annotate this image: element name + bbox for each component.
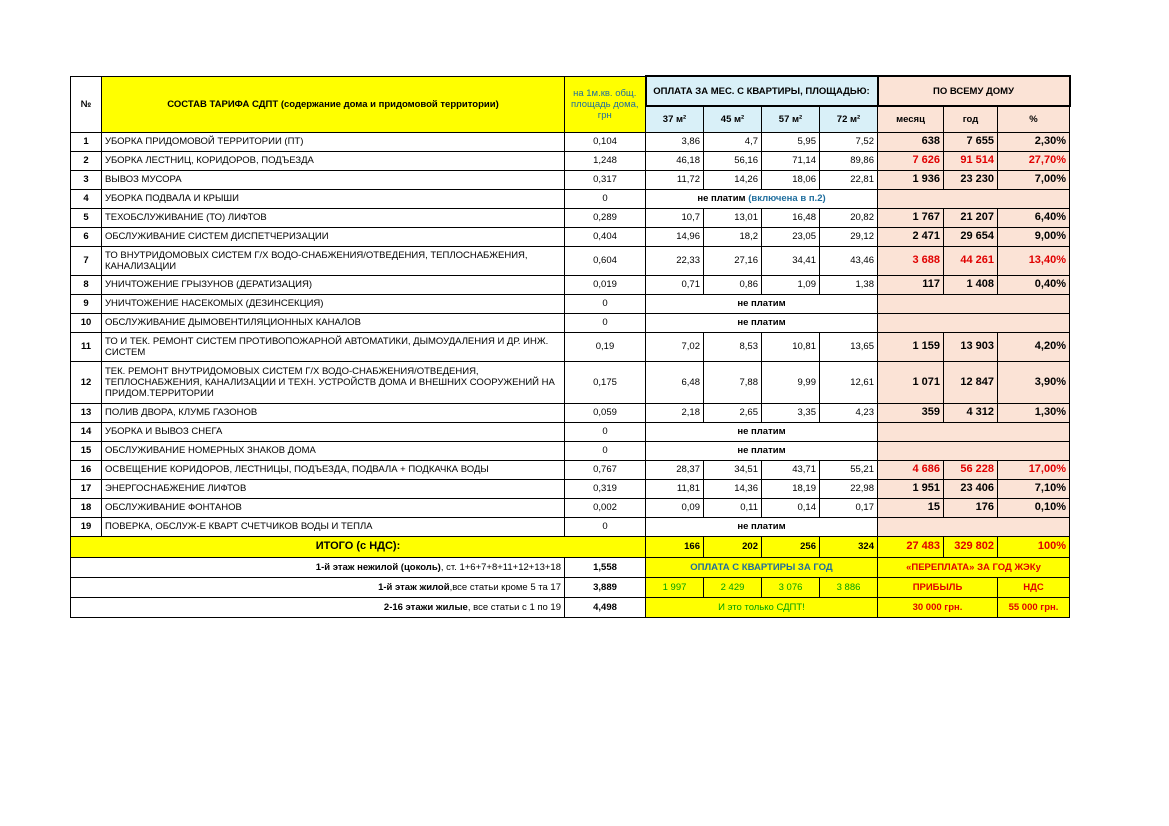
row-percent: 7,00% (998, 170, 1070, 189)
row-name: ТО И ТЕК. РЕМОНТ СИСТЕМ ПРОТИВОПОЖАРНОЙ АВТОМАТИКИ, ДЫМОУДАЛЕНИЯ И ДР. ИНЖ. СИСТЕМ (102, 332, 565, 361)
row-house-empty (878, 422, 1070, 441)
row-number: 10 (71, 313, 102, 332)
row-rate: 0,319 (565, 479, 646, 498)
row-name: УБОРКА ЛЕСТНИЦ, КОРИДОРОВ, ПОДЪЕЗДА (102, 151, 565, 170)
row-house-empty (878, 313, 1070, 332)
table-row (71, 498, 1070, 517)
yearly-note: И это только СДПТ! (646, 597, 878, 617)
row-area-value: 10,81 (762, 332, 820, 361)
row-name: УНИЧТОЖЕНИЕ ГРЫЗУНОВ (ДЕРАТИЗАЦИЯ) (102, 275, 565, 294)
row-area-value: 56,16 (704, 151, 762, 170)
footer-label-2: 1-й этаж жилой,все статьи кроме 5 та 17 (71, 577, 565, 597)
row-percent: 0,10% (998, 498, 1070, 517)
table-row (71, 517, 1070, 536)
row-area-value: 0,14 (762, 498, 820, 517)
tariff-table (70, 75, 1071, 618)
row-month: 1 951 (878, 479, 944, 498)
row-area-value: 5,95 (762, 132, 820, 151)
row-number: 4 (71, 189, 102, 208)
footer-row-3 (71, 597, 1070, 617)
row-area-value: 18,06 (762, 170, 820, 189)
row-area-value: 11,81 (646, 479, 704, 498)
total-area-57: 256 (762, 536, 820, 557)
table-row (71, 294, 1070, 313)
row-year: 23 230 (944, 170, 998, 189)
row-house-empty (878, 517, 1070, 536)
row-year: 4 312 (944, 403, 998, 422)
row-name: ТО ВНУТРИДОМОВЫХ СИСТЕМ Г/Х ВОДО-СНАБЖЕНИЯ/ОТВЕДЕНИЯ, ТЕПЛОСНАБЖЕНИЯ, КАНАЛИЗАЦИИ (102, 246, 565, 275)
row-percent: 9,00% (998, 227, 1070, 246)
row-rate: 0,404 (565, 227, 646, 246)
not-paid-label: не платим (737, 426, 786, 437)
row-area-value: 22,98 (820, 479, 878, 498)
row-percent: 17,00% (998, 460, 1070, 479)
total-month: 27 483 (878, 536, 944, 557)
row-area-value: 0,09 (646, 498, 704, 517)
footer-value-1: 1,558 (565, 557, 646, 577)
table-row (71, 422, 1070, 441)
row-rate: 0 (565, 441, 646, 460)
row-percent: 7,10% (998, 479, 1070, 498)
row-area-value: 27,16 (704, 246, 762, 275)
row-rate: 0,317 (565, 170, 646, 189)
row-area-value: 7,52 (820, 132, 878, 151)
table-row (71, 460, 1070, 479)
total-year: 329 802 (944, 536, 998, 557)
row-area-value: 22,33 (646, 246, 704, 275)
yearly-area-72: 3 886 (820, 577, 878, 597)
row-month: 2 471 (878, 227, 944, 246)
row-number: 1 (71, 132, 102, 151)
row-number: 9 (71, 294, 102, 313)
row-number: 3 (71, 170, 102, 189)
row-not-paid (646, 189, 878, 208)
row-rate: 0,002 (565, 498, 646, 517)
row-number: 6 (71, 227, 102, 246)
area-72-header: 72 м² (820, 106, 878, 132)
row-year: 12 847 (944, 361, 998, 403)
row-area-value: 11,72 (646, 170, 704, 189)
row-number: 15 (71, 441, 102, 460)
totals-row (71, 536, 1070, 557)
not-paid-note: (включена в п.2) (748, 193, 826, 204)
row-name: УНИЧТОЖЕНИЕ НАСЕКОМЫХ (ДЕЗИНСЕКЦИЯ) (102, 294, 565, 313)
yearly-area-45: 2 429 (704, 577, 762, 597)
row-area-value: 16,48 (762, 208, 820, 227)
table-row (71, 275, 1070, 294)
table-row (71, 313, 1070, 332)
row-percent: 1,30% (998, 403, 1070, 422)
not-paid-label: не платим (737, 445, 786, 456)
yearly-area-57: 3 076 (762, 577, 820, 597)
row-rate: 0 (565, 313, 646, 332)
row-name: ВЫВОЗ МУСОРА (102, 170, 565, 189)
row-area-value: 2,65 (704, 403, 762, 422)
row-name: ОБСЛУЖИВАНИЕ ФОНТАНОВ (102, 498, 565, 517)
rate-header: на 1м.кв. общ. площадь дома, грн (565, 76, 646, 132)
row-number: 14 (71, 422, 102, 441)
row-area-value: 7,02 (646, 332, 704, 361)
row-area-value: 89,86 (820, 151, 878, 170)
not-paid-label: не платим (737, 298, 786, 309)
row-month: 117 (878, 275, 944, 294)
row-percent: 4,20% (998, 332, 1070, 361)
row-number: 11 (71, 332, 102, 361)
row-year: 44 261 (944, 246, 998, 275)
month-header: месяц (878, 106, 944, 132)
row-name: ПОВЕРКА, ОБСЛУЖ-Е КВАРТ СЧЕТЧИКОВ ВОДЫ И ТЕПЛА (102, 517, 565, 536)
row-name: ОБСЛУЖИВАНИЕ СИСТЕМ ДИСПЕТЧЕРИЗАЦИИ (102, 227, 565, 246)
house-header: ПО ВСЕМУ ДОМУ (878, 76, 1070, 106)
row-rate: 0,19 (565, 332, 646, 361)
row-area-value: 43,71 (762, 460, 820, 479)
area-37-header: 37 м² (646, 106, 704, 132)
table-row (71, 227, 1070, 246)
row-area-value: 3,35 (762, 403, 820, 422)
footer-label-3: 2-16 этажи жилые, все статьи с 1 по 19 (71, 597, 565, 617)
row-rate: 0,767 (565, 460, 646, 479)
table-row (71, 151, 1070, 170)
table-row (71, 246, 1070, 275)
row-area-value: 1,38 (820, 275, 878, 294)
row-not-paid (646, 422, 878, 441)
row-year: 176 (944, 498, 998, 517)
table-row (71, 332, 1070, 361)
row-house-empty (878, 189, 1070, 208)
row-area-value: 9,99 (762, 361, 820, 403)
row-number: 7 (71, 246, 102, 275)
not-paid-label: не платим (737, 317, 786, 328)
row-number: 2 (71, 151, 102, 170)
row-area-value: 22,81 (820, 170, 878, 189)
row-area-value: 1,09 (762, 275, 820, 294)
row-month: 1 071 (878, 361, 944, 403)
area-57-header: 57 м² (762, 106, 820, 132)
table-row (71, 361, 1070, 403)
row-rate: 0,604 (565, 246, 646, 275)
profit-value: 30 000 грн. (878, 597, 998, 617)
row-area-value: 71,14 (762, 151, 820, 170)
row-area-value: 18,19 (762, 479, 820, 498)
row-name: УБОРКА И ВЫВОЗ СНЕГА (102, 422, 565, 441)
row-year: 29 654 (944, 227, 998, 246)
footer-value-2: 3,889 (565, 577, 646, 597)
row-percent: 27,70% (998, 151, 1070, 170)
not-paid-label: не платим (697, 193, 746, 204)
row-number: 5 (71, 208, 102, 227)
row-rate: 0,289 (565, 208, 646, 227)
row-month: 1 767 (878, 208, 944, 227)
row-area-value: 55,21 (820, 460, 878, 479)
row-year: 56 228 (944, 460, 998, 479)
row-area-value: 7,88 (704, 361, 762, 403)
row-year: 7 655 (944, 132, 998, 151)
percent-header: % (998, 106, 1070, 132)
row-rate: 0,175 (565, 361, 646, 403)
row-number: 8 (71, 275, 102, 294)
row-percent: 13,40% (998, 246, 1070, 275)
table-row (71, 441, 1070, 460)
row-area-value: 23,05 (762, 227, 820, 246)
row-area-value: 0,17 (820, 498, 878, 517)
row-number: 13 (71, 403, 102, 422)
row-area-value: 8,53 (704, 332, 762, 361)
profit-label: ПРИБЫЛЬ (878, 577, 998, 597)
row-rate: 0,059 (565, 403, 646, 422)
row-area-value: 0,71 (646, 275, 704, 294)
row-name: УБОРКА ПРИДОМОВОЙ ТЕРРИТОРИИ (ПТ) (102, 132, 565, 151)
table-row (71, 132, 1070, 151)
row-area-value: 28,37 (646, 460, 704, 479)
row-name: ТЕК. РЕМОНТ ВНУТРИДОМОВЫХ СИСТЕМ Г/Х ВОДО-СНАБЖЕНИЯ/ОТВЕДЕНИЯ, ТЕПЛОСНАБЖЕНИЯ, КАНАЛИЗАЦИИ И ТЕХН. УСТРОЙСТВ ДОМА И ВНЕШНИХ СООРУЖЕНИЙ НА ПРИДОМ.ТЕРРИТОРИИ (102, 361, 565, 403)
col-num-header: № (71, 76, 102, 132)
row-rate: 0 (565, 294, 646, 313)
row-name: ОБСЛУЖИВАНИЕ НОМЕРНЫХ ЗНАКОВ ДОМА (102, 441, 565, 460)
row-number: 18 (71, 498, 102, 517)
row-month: 4 686 (878, 460, 944, 479)
row-month: 7 626 (878, 151, 944, 170)
year-header: год (944, 106, 998, 132)
payment-header: ОПЛАТА ЗА МЕС. С КВАРТИРЫ, ПЛОЩАДЬЮ: (646, 76, 878, 106)
yearly-area-37: 1 997 (646, 577, 704, 597)
row-month: 1 159 (878, 332, 944, 361)
row-area-value: 6,48 (646, 361, 704, 403)
footer-value-3: 4,498 (565, 597, 646, 617)
total-area-72: 324 (820, 536, 878, 557)
row-name: УБОРКА ПОДВАЛА И КРЫШИ (102, 189, 565, 208)
row-name: ОСВЕЩЕНИЕ КОРИДОРОВ, ЛЕСТНИЦЫ, ПОДЪЕЗДА, ПОДВАЛА + ПОДКАЧКА ВОДЫ (102, 460, 565, 479)
row-area-value: 34,41 (762, 246, 820, 275)
row-rate: 0 (565, 189, 646, 208)
row-area-value: 29,12 (820, 227, 878, 246)
row-month: 638 (878, 132, 944, 151)
row-name: ПОЛИВ ДВОРА, КЛУМБ ГАЗОНОВ (102, 403, 565, 422)
row-percent: 2,30% (998, 132, 1070, 151)
row-not-paid (646, 313, 878, 332)
table-row (71, 403, 1070, 422)
row-rate: 1,248 (565, 151, 646, 170)
row-percent: 6,40% (998, 208, 1070, 227)
row-year: 13 903 (944, 332, 998, 361)
row-year: 91 514 (944, 151, 998, 170)
overpay-title: «ПЕРЕПЛАТА» ЗА ГОД ЖЭКу (878, 557, 1070, 577)
row-area-value: 0,11 (704, 498, 762, 517)
row-area-value: 14,96 (646, 227, 704, 246)
total-percent: 100% (998, 536, 1070, 557)
row-area-value: 10,7 (646, 208, 704, 227)
row-rate: 0 (565, 517, 646, 536)
footer-row-1 (71, 557, 1070, 577)
row-area-value: 13,65 (820, 332, 878, 361)
row-area-value: 14,36 (704, 479, 762, 498)
table-row (71, 189, 1070, 208)
row-area-value: 46,18 (646, 151, 704, 170)
row-name: ТЕХОБСЛУЖИВАНИЕ (ТО) ЛИФТОВ (102, 208, 565, 227)
row-number: 16 (71, 460, 102, 479)
row-number: 17 (71, 479, 102, 498)
row-house-empty (878, 441, 1070, 460)
row-number: 12 (71, 361, 102, 403)
table-row (71, 170, 1070, 189)
row-year: 21 207 (944, 208, 998, 227)
table-row (71, 479, 1070, 498)
row-year: 1 408 (944, 275, 998, 294)
area-45-header: 45 м² (704, 106, 762, 132)
vat-label: НДС (998, 577, 1070, 597)
row-area-value: 20,82 (820, 208, 878, 227)
row-month: 3 688 (878, 246, 944, 275)
row-area-value: 14,26 (704, 170, 762, 189)
row-area-value: 2,18 (646, 403, 704, 422)
row-area-value: 0,86 (704, 275, 762, 294)
totals-label: ИТОГО (с НДС): (71, 536, 646, 557)
row-area-value: 4,7 (704, 132, 762, 151)
row-name: ЭНЕРГОСНАБЖЕНИЕ ЛИФТОВ (102, 479, 565, 498)
row-house-empty (878, 294, 1070, 313)
row-not-paid (646, 294, 878, 313)
yearly-title: ОПЛАТА С КВАРТИРЫ ЗА ГОД (646, 557, 878, 577)
row-rate: 0 (565, 422, 646, 441)
row-area-value: 34,51 (704, 460, 762, 479)
footer-label-1: 1-й этаж нежилой (цоколь), ст. 1+6+7+8+11+12+13+18 (71, 557, 565, 577)
row-rate: 0,104 (565, 132, 646, 151)
row-rate: 0,019 (565, 275, 646, 294)
table-row (71, 208, 1070, 227)
row-area-value: 18,2 (704, 227, 762, 246)
row-year: 23 406 (944, 479, 998, 498)
row-month: 359 (878, 403, 944, 422)
title-header: СОСТАВ ТАРИФА СДПТ (содержание дома и придомовой территории) (102, 76, 565, 132)
row-area-value: 43,46 (820, 246, 878, 275)
row-month: 15 (878, 498, 944, 517)
total-area-37: 166 (646, 536, 704, 557)
row-percent: 3,90% (998, 361, 1070, 403)
not-paid-label: не платим (737, 521, 786, 532)
row-area-value: 12,61 (820, 361, 878, 403)
vat-value: 55 000 грн. (998, 597, 1070, 617)
row-percent: 0,40% (998, 275, 1070, 294)
row-area-value: 13,01 (704, 208, 762, 227)
tariff-rows (71, 132, 1070, 536)
row-area-value: 3,86 (646, 132, 704, 151)
row-not-paid (646, 517, 878, 536)
total-area-45: 202 (704, 536, 762, 557)
row-name: ОБСЛУЖИВАНИЕ ДЫМОВЕНТИЛЯЦИОННЫХ КАНАЛОВ (102, 313, 565, 332)
row-month: 1 936 (878, 170, 944, 189)
row-area-value: 4,23 (820, 403, 878, 422)
footer-row-2 (71, 577, 1070, 597)
row-not-paid (646, 441, 878, 460)
row-number: 19 (71, 517, 102, 536)
